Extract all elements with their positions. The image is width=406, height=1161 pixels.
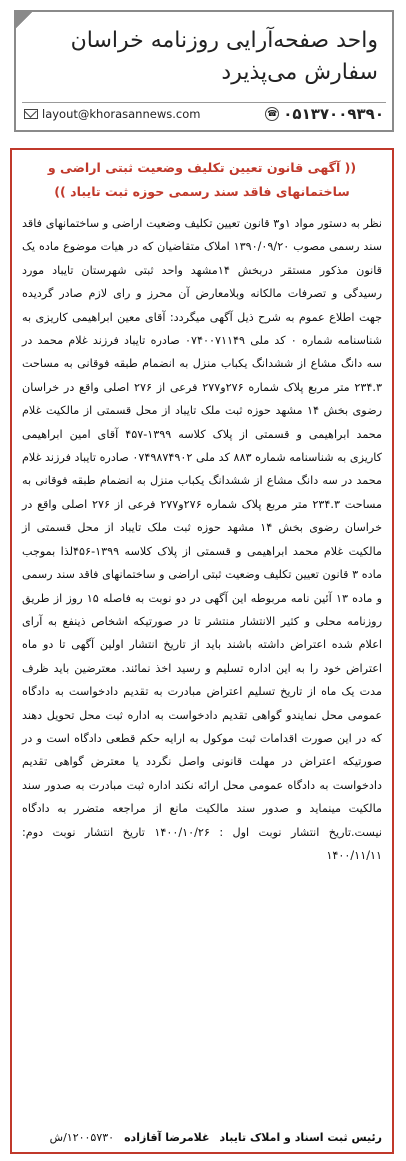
email-contact [22, 107, 200, 121]
phone-icon: ☎ [265, 107, 279, 121]
email-text: layout@khorasannews.com [42, 107, 201, 121]
signature-name: غلامرضا آقازاده [124, 1131, 210, 1144]
ad-headline: واحد صفحه‌آرایی روزنامه خراسان [70, 28, 378, 53]
corner-decoration [16, 12, 32, 28]
phone-contact [265, 105, 386, 123]
notice-body: نظر به دستور مواد ۱و۳ قانون تعیین تکلیف وضعیت اراضی و ساختمانهای فاقد سند رسمی مصوب ۱۳۹۰/۰۹/۲۰ املاک متقاضیان که در هیات موضوع ماده یک قانون مذکور مستقر دربخش ۱۴مشهد واحد ثبتی شهرستان تایباد مورد رسیدگی و تصرفات مالکانه وبلامعارض آن محرز و رای لازم صادر گردیده جهت اطلاع عموم به شرح ذیل آگهی میگردد: آقای معین ابراهیمی کاریزی به شناسنامه شماره ۰ کد ملی ۰۷۴۰۰۷۱۱۴۹ صادره تایباد فرزند غلام محمد در سه دانگ مشاع از ششدانگ یکباب منزل به انضمام طبقه فوقانی به مساحت ۲۳۴.۳ متر مربع پلاک شماره ۲۷۶و۲۷۷ فرعی از ۲۷۶ اصلی واقع در خراسان رضوی بخش ۱۴ مشهد حوزه ثبت ملک تایباد از محل قسمتی از مالکیت غلام محمد ابراهیمی و قسمتی از پلاک کلاسه ۱۳۹۹-۴۵۷ آقای امین ابراهیمی کاریزی به شناسنامه شماره ۸۸۳ کد ملی ۰۷۴۹۸۷۴۹۰۲ صادره تایباد فرزند غلام محمد در سه دانگ مشاع از ششدانگ یکباب منزل به انضمام طبقه فوقانی به مساحت ۲۳۴.۳ متر مربع پلاک شماره ۲۷۶و۲۷۷ فرعی از ۲۷۶ اصلی واقع در خراسان رضوی بخش ۱۴ مشهد حوزه ثبت ملک تایباد از محل قسمتی از مالکیت غلام محمد ابراهیمی و قسمتی از پلاک کلاسه ۱۳۹۹-۴۵۶لذا بموجب ماده ۳ قانون تعیین تکلیف وضعیت ثبتی اراضی و ساختمانهای فاقد سند رسمی و ماده ۱۳ آئین نامه مربوطه این آگهی در دو نوبت به فاصله ۱۵ روز از طریق روزنامه محلی و کثیر الانتشار منتشر تا در صورتیکه اشخاص ذینفع به آرای اعلام شده اعتراض داشته باشند باید از تاریخ انتشار اولین آگهی تا دو ماه اعتراض خود را به این اداره تسلیم و رسید اخذ نمائند. معترضین باید ظرف مدت یک ماه از تاریخ تسلیم اعتراض مبادرت به تقدیم دادخواست به دادگاه عمومی محل نمایندو گواهی تقدیم دادخواست به اداره ثبت محل تحویل دهند که در این صورت اقدامات ثبت موکول به ارایه حکم قطعی دادگاه است و در صورتیکه اعتراض در مهلت قانونی واصل نگردد یا معترض گواهی تقدیم دادخواست به دادگاه عمومی محل ارائه نکند اداره ثبت مبادرت به صدور سند مالکیت مینماید و صدور سند مالکیت مانع از مراجعه متضرر به دادگاه نیست.تاریخ انتشار نوبت اول : ۱۴۰۰/۱۰/۲۶ تاریخ انتشار نوبت دوم: ۱۴۰۰/۱۱/۱۱ [22, 217, 383, 862]
notice-signature [20, 1131, 382, 1144]
contact-bar [22, 102, 386, 125]
notice-code: ۱۲۰۰۵۷۳۰/ش [49, 1131, 115, 1144]
notice-title: (( آگهی قانون تعیین تکلیف وضعیت ثبتی اراضی و ساختمانهای فاقد سند رسمی حوزه ثبت تایباد )) [47, 160, 357, 199]
envelope-icon [24, 109, 38, 119]
legal-notice [10, 148, 394, 1154]
signature-office: رئیس ثبت اسناد و املاک تایباد [219, 1131, 382, 1144]
phone-text: ۰۵۱۳۷۰۰۹۳۹۰ [283, 105, 384, 123]
ad-subheadline: سفارش می‌پذیرد [221, 60, 378, 85]
layout-service-ad [14, 10, 394, 132]
